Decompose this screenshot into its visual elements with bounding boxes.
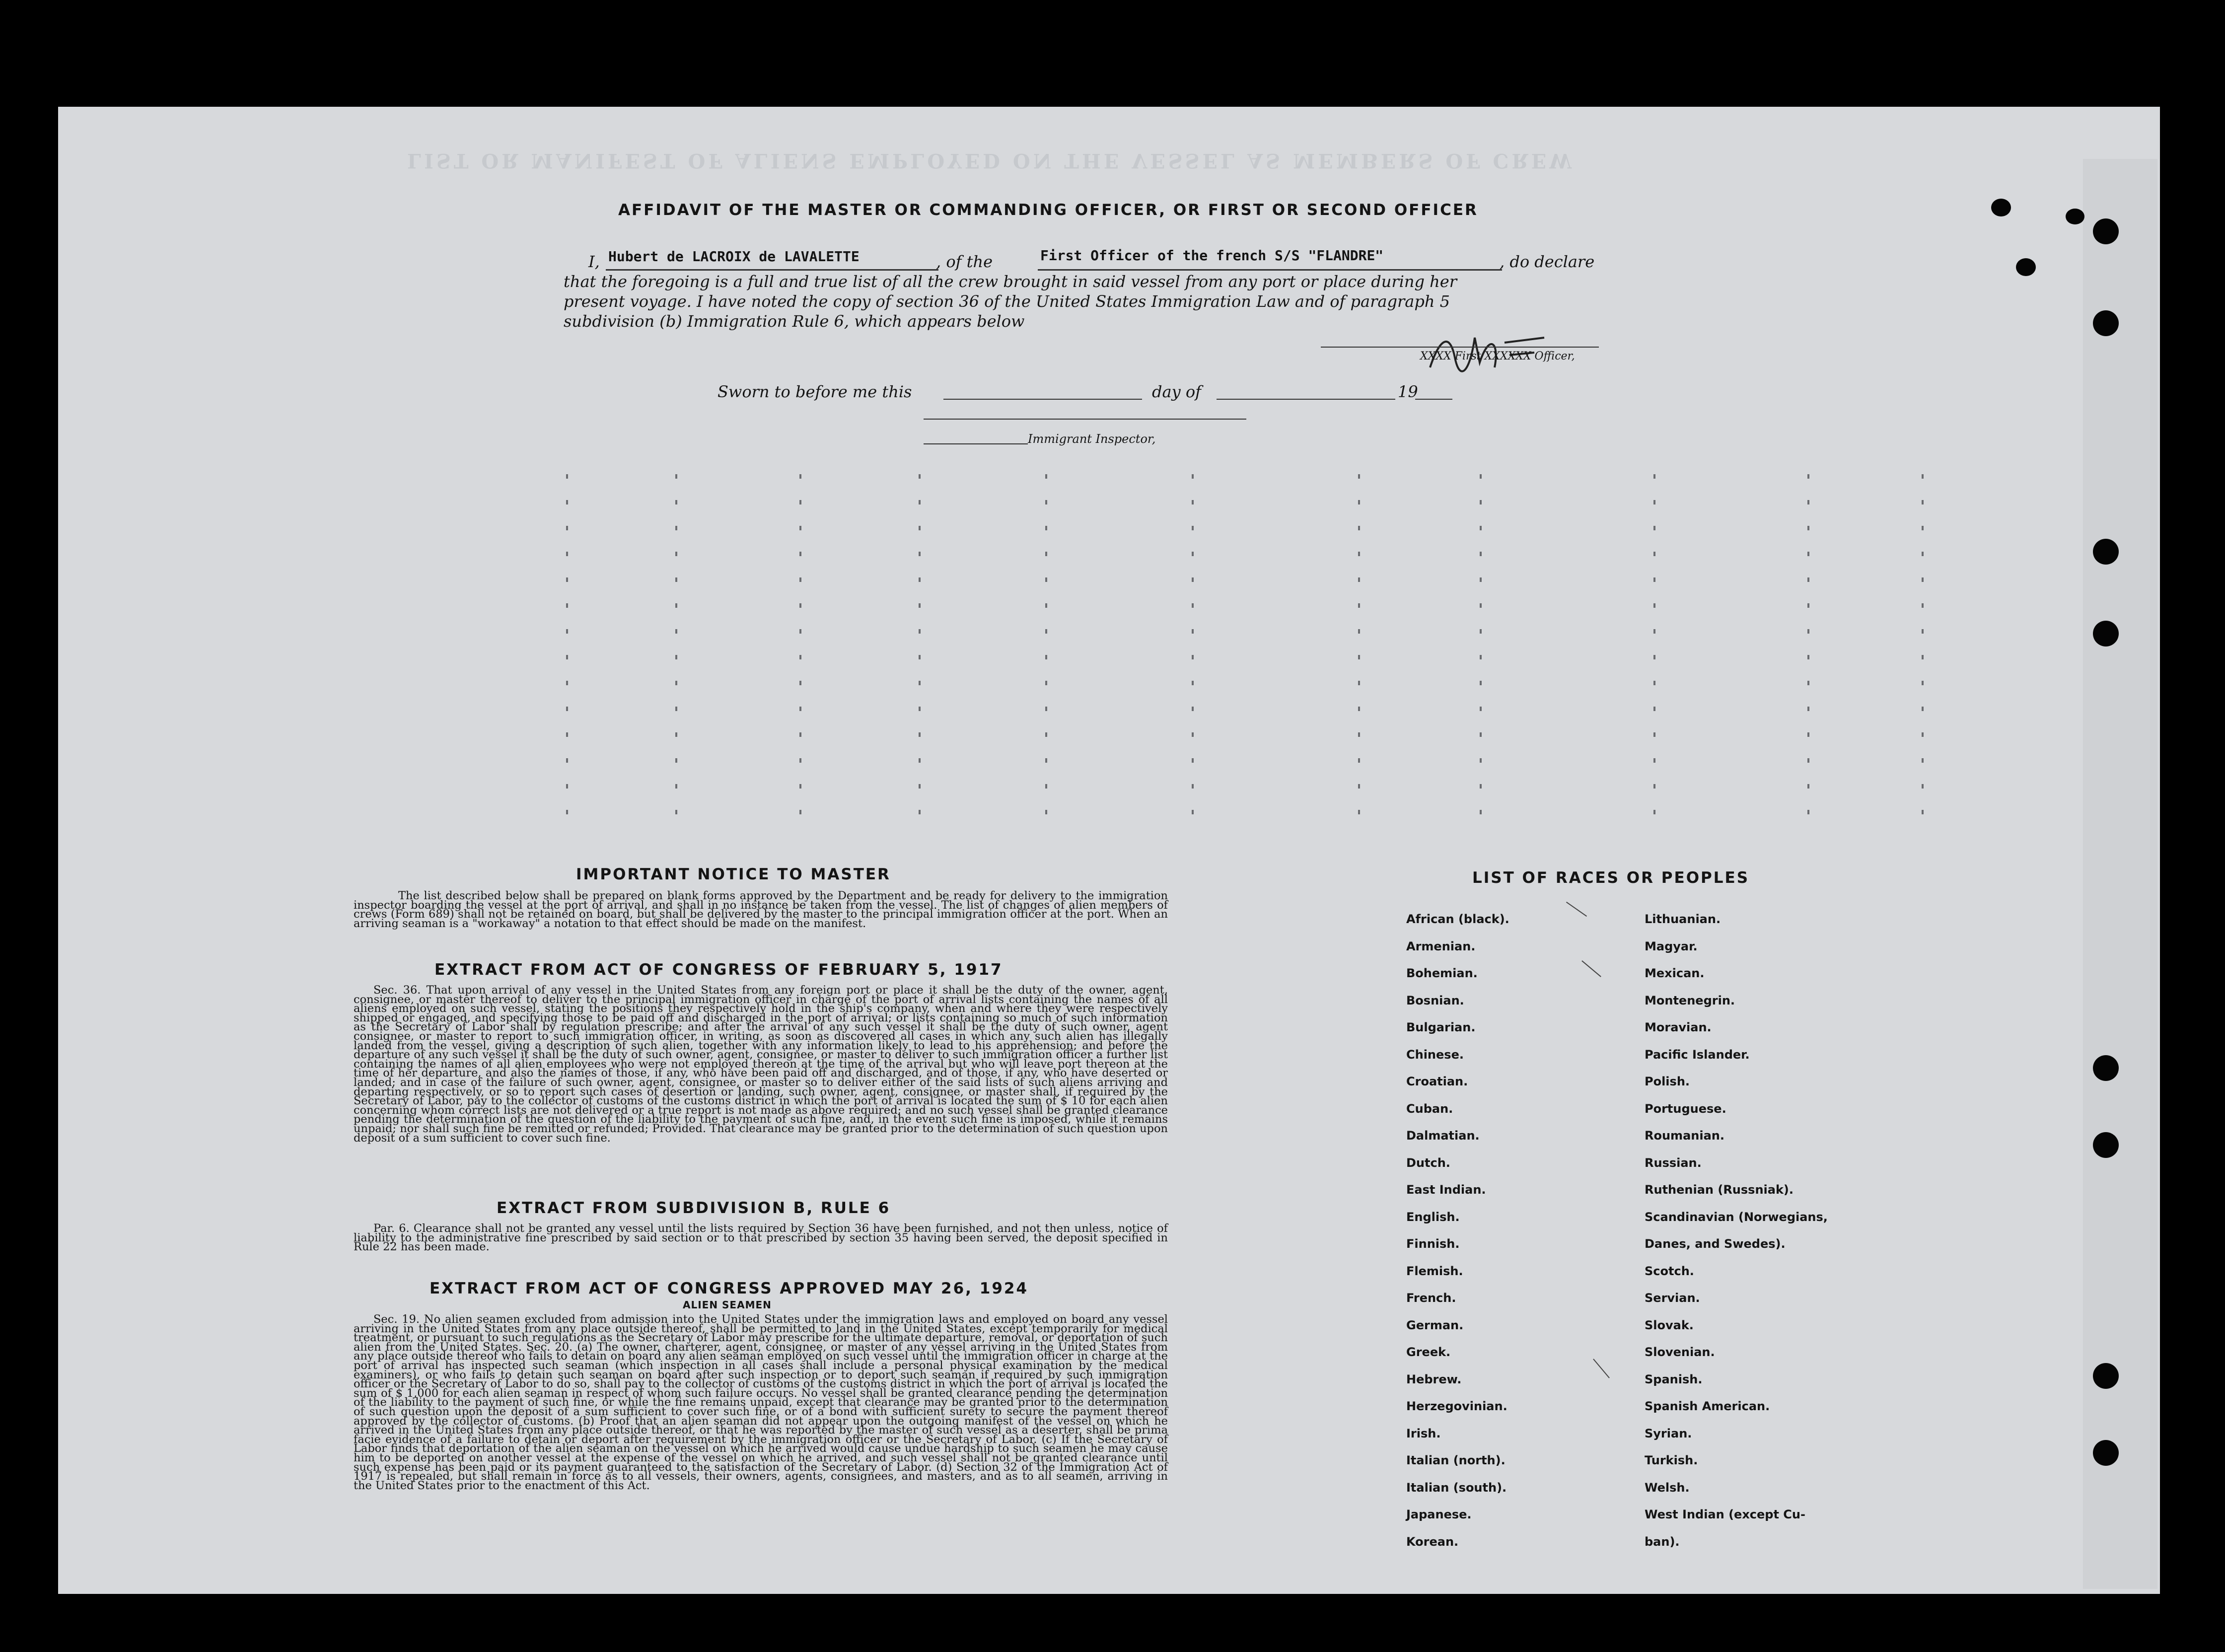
guide-tick [1653, 577, 1655, 582]
inspector-label: Immigrant Inspector, [1028, 432, 1156, 446]
guide-tick [1480, 784, 1482, 789]
guide-tick [1653, 526, 1655, 530]
race-item: German. [1406, 1318, 1464, 1332]
officer-position: First Officer of the french S/S "FLANDRE" [1040, 247, 1384, 264]
guide-tick [1653, 758, 1655, 763]
guide-tick [566, 552, 568, 556]
guide-tick [1192, 500, 1194, 504]
guide-tick [1192, 681, 1194, 685]
race-item: Finnish. [1406, 1237, 1460, 1251]
guide-tick [1807, 732, 1809, 737]
race-item: Bosnian. [1406, 993, 1464, 1007]
guide-tick [1358, 603, 1360, 608]
notice-text: The list described below shall be prepared on blank forms approved by the Department and be ready for delivery to the immigration inspector boarding the vessel at the port of arrival, and shall in no instance be taken from the vessel. The list of changes of alien members of crews (Form 689) shall not be retained on board, but shall be delivered by the master to the principal immigration officer at the port. When an arriving seaman is a "workaway" a notation to that effect should be made on the manifest. [354, 889, 1168, 930]
guide-tick [566, 810, 568, 814]
punch-hole [2093, 310, 2119, 336]
guide-tick [799, 629, 801, 634]
race-item: Italian (south). [1406, 1480, 1507, 1495]
officer-label: XXXX First XXXXXX Officer, [1420, 350, 1575, 362]
guide-tick [1922, 810, 1924, 814]
guide-tick [1807, 577, 1809, 582]
guide-tick [566, 474, 568, 479]
guide-tick [799, 784, 801, 789]
guide-tick [675, 552, 677, 556]
guide-tick [1045, 655, 1047, 659]
affidavit-line-4: subdivision (b) Immigration Rule 6, which appears below [564, 312, 1025, 331]
guide-tick [1358, 629, 1360, 634]
guide-tick [1653, 629, 1655, 634]
race-item: Magyar. [1645, 939, 1698, 953]
punch-hole [2016, 258, 2036, 276]
guide-tick [1480, 707, 1482, 711]
race-item: Spanish American. [1645, 1399, 1770, 1413]
guide-tick [799, 732, 801, 737]
guide-tick [675, 526, 677, 530]
guide-tick [919, 810, 921, 814]
guide-tick [919, 681, 921, 685]
guide-tick [919, 732, 921, 737]
guide-tick [1653, 784, 1655, 789]
guide-tick [675, 655, 677, 659]
extract-1924-title: EXTRACT FROM ACT OF CONGRESS APPROVED MAY 26, 1924 [430, 1280, 1029, 1297]
guide-tick [1807, 552, 1809, 556]
guide-tick [919, 784, 921, 789]
guide-tick [1358, 474, 1360, 479]
guide-tick [1480, 552, 1482, 556]
guide-tick [1192, 526, 1194, 530]
guide-tick [1045, 603, 1047, 608]
guide-tick [799, 603, 801, 608]
guide-tick [675, 681, 677, 685]
race-item: Spanish. [1645, 1372, 1703, 1386]
guide-tick [566, 784, 568, 789]
guide-tick [675, 784, 677, 789]
race-item: Croatian. [1406, 1075, 1468, 1088]
guide-tick [566, 603, 568, 608]
guide-tick [1045, 526, 1047, 530]
guide-tick [799, 577, 801, 582]
race-item: Bohemian. [1406, 966, 1478, 980]
guide-tick [1358, 758, 1360, 763]
races-title: LIST OF RACES OR PEOPLES [1472, 869, 1750, 887]
race-item: Slovak. [1645, 1318, 1694, 1332]
extract-rule6-text: Par. 6. Clearance shall not be granted any vessel until the lists required by Section 36 have been furnished, and not then unless, notice of liability to the administrative fine prescribed by said section or to that prescribed by section 35 having been served, the deposit specified in Rule 22 has been made. [354, 1222, 1168, 1254]
guide-tick [1922, 629, 1924, 634]
guide-tick [1480, 655, 1482, 659]
guide-tick [919, 474, 921, 479]
race-item: African (black). [1406, 912, 1509, 926]
guide-tick [919, 758, 921, 763]
race-item: Flemish. [1406, 1264, 1463, 1278]
guide-tick [799, 526, 801, 530]
race-item: Irish. [1406, 1426, 1441, 1440]
race-item: Ruthenian (Russniak). [1645, 1183, 1794, 1197]
guide-tick [675, 732, 677, 737]
extract-1917-text: Sec. 36. That upon arrival of any vessel in the United States from any foreign port or place it shall be the duty of the owner, agent, consignee, or master thereof to deliver to the principal immigration officer in charge of the port of arrival lists containing the names of all aliens employed on such vessel, stating the positions they respectively hold in the ship's company, when and where they were respectively shipped or engaged, and specifying those to be paid off and discharged in the port of arrival; or lists containing so much of such information as the Secretary of Labor shall by regulation prescribe; and after the arrival of any such vessel it shall be the duty of such owner, agent consignee, or master to report to such immigration officer, in writing, as soon as discovered all cases in which any such alien has illegally landed from the vessel, giving a description of such alien, together with any information likely to lead to his apprehension; and before the departure of any such vessel it shall be the duty of such owner, agent, consignee, or master to deliver to such immigration officer a further list containing the names of all alien employees who were not employed thereon at the time of the arrival but who will leave port thereon at the time of her departure, and also the names of those, if any, who have been paid off and discharged, and of those, if any, who have deserted or landed; and in case of the failure of such owner, agent, consignee, or master so to deliver either of the said lists of such aliens arriving and departing respectively, or so to report such cases of desertion or landing, such owner, agent, consignee, or master shall, if required by the Secretary of Labor, pay to the collector of customs of the customs district in which the port of arrival is located the sum of $ 10 for each alien concerning whom correct lists are not delivered or a true report is not made as above required; and no such vessel shall be granted clearance pending the determination of the question of the liability to the payment of such fine, and, in the event such fine is imposed, while it remains unpaid; nor shall such fine be remitted or refunded; Provided. That clearance may be granted prior to the determination of such question upon deposit of a sum sufficient to cover such fine. [354, 984, 1168, 1145]
guide-tick [919, 552, 921, 556]
guide-tick [1653, 707, 1655, 711]
guide-tick [1358, 552, 1360, 556]
race-item: Portuguese. [1645, 1101, 1726, 1116]
guide-tick [1922, 603, 1924, 608]
race-item: Moravian. [1645, 1020, 1712, 1034]
guide-tick [1807, 603, 1809, 608]
race-item: Montenegrin. [1645, 993, 1735, 1007]
guide-tick [1480, 526, 1482, 530]
race-item: Syrian. [1645, 1426, 1692, 1440]
bleed-through-header: LIST OR MANIFEST OF ALIENS EMPLOYED ON THE VESSEL AS MEMBERS OF CREW [407, 149, 1575, 172]
extract-1917-title: EXTRACT FROM ACT OF CONGRESS OF FEBRUARY 5, 1917 [434, 961, 1003, 979]
guide-tick [1192, 655, 1194, 659]
race-item: Cuban. [1406, 1101, 1453, 1116]
guide-tick [566, 758, 568, 763]
guide-tick [1358, 526, 1360, 530]
guide-tick [566, 500, 568, 504]
guide-tick [1045, 732, 1047, 737]
guide-tick [919, 629, 921, 634]
affidavit-line-2: that the foregoing is a full and true list of all the crew brought in said vessel from any port or place during her [564, 272, 1457, 291]
guide-tick [1807, 474, 1809, 479]
guide-tick [1192, 474, 1194, 479]
year-prefix: 19 [1398, 382, 1418, 401]
guide-tick [1807, 655, 1809, 659]
race-item: Herzegovinian. [1406, 1399, 1507, 1413]
race-item: French. [1406, 1291, 1456, 1305]
guide-tick [1192, 552, 1194, 556]
guide-tick [1807, 629, 1809, 634]
guide-tick [566, 681, 568, 685]
punch-hole [2093, 218, 2119, 244]
punch-hole [2093, 1055, 2119, 1081]
punch-hole [1991, 199, 2011, 216]
guide-tick [1358, 784, 1360, 789]
race-item: ban). [1645, 1534, 1680, 1549]
affidavit-title: AFFIDAVIT OF THE MASTER OR COMMANDING OFFICER, OR FIRST OR SECOND OFFICER [618, 201, 1478, 219]
guide-tick [1045, 629, 1047, 634]
guide-tick [1480, 732, 1482, 737]
guide-tick [675, 629, 677, 634]
guide-tick [1653, 552, 1655, 556]
guide-tick [1045, 784, 1047, 789]
guide-tick [1358, 707, 1360, 711]
race-item: Servian. [1645, 1291, 1700, 1305]
guide-tick [799, 758, 801, 763]
guide-tick [799, 552, 801, 556]
guide-tick [1192, 758, 1194, 763]
guide-tick [1807, 758, 1809, 763]
guide-tick [1480, 681, 1482, 685]
race-item: Italian (north). [1406, 1453, 1506, 1467]
guide-tick [1922, 784, 1924, 789]
guide-tick [1358, 681, 1360, 685]
punch-hole [2066, 209, 2084, 224]
guide-tick [1480, 603, 1482, 608]
guide-tick [1922, 758, 1924, 763]
position-underline [1038, 269, 1502, 271]
guide-tick [1480, 810, 1482, 814]
guide-tick [1922, 707, 1924, 711]
race-item: Dutch. [1406, 1155, 1450, 1170]
race-item: Scotch. [1645, 1264, 1694, 1278]
punch-hole [2093, 1363, 2119, 1389]
guide-tick [1045, 500, 1047, 504]
guide-tick [1653, 732, 1655, 737]
race-item: Armenian. [1406, 939, 1476, 953]
guide-tick [1653, 810, 1655, 814]
guide-tick [566, 629, 568, 634]
guide-tick [566, 707, 568, 711]
race-item: Roumanian. [1645, 1129, 1724, 1143]
notice-title: IMPORTANT NOTICE TO MASTER [576, 865, 891, 883]
guide-tick [919, 603, 921, 608]
guide-tick [1480, 577, 1482, 582]
day-of-text: day of [1152, 382, 1201, 401]
guide-tick [1358, 500, 1360, 504]
guide-tick [675, 577, 677, 582]
race-item: Turkish. [1645, 1453, 1698, 1467]
punch-hole [2093, 1440, 2119, 1466]
guide-tick [1045, 577, 1047, 582]
signature-line [1321, 347, 1599, 348]
sworn-month-line [1217, 399, 1395, 400]
affidavit-do-declare: , do declare [1500, 252, 1595, 271]
guide-tick [1192, 784, 1194, 789]
guide-tick [1922, 526, 1924, 530]
punch-hole [2093, 621, 2119, 646]
race-item: Russian. [1645, 1155, 1702, 1170]
guide-tick [1480, 474, 1482, 479]
guide-tick [675, 810, 677, 814]
guide-tick [1653, 500, 1655, 504]
name-underline [606, 269, 938, 271]
guide-tick [1922, 474, 1924, 479]
guide-tick [1192, 810, 1194, 814]
guide-tick [919, 655, 921, 659]
guide-tick [799, 681, 801, 685]
guide-tick [1045, 707, 1047, 711]
guide-tick [1045, 681, 1047, 685]
guide-tick [1192, 603, 1194, 608]
guide-tick [1807, 681, 1809, 685]
guide-tick [1922, 681, 1924, 685]
guide-tick [919, 707, 921, 711]
guide-tick [1045, 810, 1047, 814]
guide-tick [1358, 577, 1360, 582]
race-item: Lithuanian. [1645, 912, 1721, 926]
punch-hole [2093, 539, 2119, 565]
race-item: Pacific Islander. [1645, 1047, 1750, 1062]
guide-tick [1192, 707, 1194, 711]
race-item: Mexican. [1645, 966, 1705, 980]
master-name: Hubert de LACROIX de LAVALETTE [608, 248, 860, 265]
race-item: East Indian. [1406, 1183, 1486, 1197]
inspector-name-line [924, 443, 1028, 444]
race-item: Korean. [1406, 1534, 1459, 1549]
guide-tick [1922, 500, 1924, 504]
extract-1924-subtitle: ALIEN SEAMEN [683, 1299, 772, 1311]
guide-tick [799, 500, 801, 504]
guide-tick [1653, 474, 1655, 479]
guide-tick [566, 655, 568, 659]
guide-tick [1045, 474, 1047, 479]
race-item: Greek. [1406, 1345, 1451, 1359]
race-item: English. [1406, 1210, 1460, 1224]
guide-tick [1653, 681, 1655, 685]
races-right-column [1645, 911, 1893, 1557]
guide-tick [919, 526, 921, 530]
guide-tick [675, 758, 677, 763]
race-item: Bulgarian. [1406, 1020, 1476, 1034]
guide-tick [919, 577, 921, 582]
guide-tick [1480, 500, 1482, 504]
guide-tick [675, 500, 677, 504]
race-item: Scandinavian (Norwegians, [1645, 1210, 1828, 1224]
race-item: Hebrew. [1406, 1372, 1462, 1386]
race-item: Japanese. [1406, 1508, 1472, 1521]
guide-tick [799, 707, 801, 711]
extract-rule6-title: EXTRACT FROM SUBDIVISION B, RULE 6 [497, 1199, 891, 1217]
guide-tick [1045, 758, 1047, 763]
guide-tick [1922, 577, 1924, 582]
guide-tick [1922, 552, 1924, 556]
sworn-day-line [943, 399, 1142, 400]
guide-tick [1922, 655, 1924, 659]
guide-tick [1358, 655, 1360, 659]
affidavit-i: I, [588, 252, 600, 271]
race-item: Chinese. [1406, 1047, 1464, 1062]
guide-tick [1807, 707, 1809, 711]
guide-tick [675, 603, 677, 608]
guide-tick [566, 732, 568, 737]
guide-tick [799, 655, 801, 659]
guide-tick [1192, 732, 1194, 737]
guide-tick [566, 577, 568, 582]
guide-tick [1358, 732, 1360, 737]
guide-tick [1922, 732, 1924, 737]
year-line [1415, 399, 1452, 400]
guide-tick [1358, 810, 1360, 814]
races-left-column [1406, 911, 1615, 1557]
guide-tick [1480, 629, 1482, 634]
guide-tick [1192, 629, 1194, 634]
punch-hole [2093, 1132, 2119, 1158]
guide-tick [1192, 577, 1194, 582]
guide-tick [566, 526, 568, 530]
guide-tick [799, 810, 801, 814]
race-item: Slovenian. [1645, 1345, 1715, 1359]
sworn-text: Sworn to before me this [718, 382, 912, 401]
guide-tick [1653, 603, 1655, 608]
guide-tick [1045, 552, 1047, 556]
guide-tick [675, 707, 677, 711]
affidavit-of-the: , of the [936, 252, 993, 271]
affidavit-line-3: present voyage. I have noted the copy of section 36 of the United States Immigration Law and of paragraph 5 [564, 292, 1450, 311]
guide-tick [919, 500, 921, 504]
guide-tick [1480, 758, 1482, 763]
race-item: Welsh. [1645, 1480, 1690, 1495]
guide-tick [1807, 500, 1809, 504]
race-item: West Indian (except Cu- [1645, 1508, 1805, 1521]
inspector-signature-line [924, 419, 1246, 420]
race-item: Polish. [1645, 1075, 1690, 1088]
extract-1924-text: Sec. 19. No alien seamen excluded from admission into the United States under the immigration laws and employed on board any vessel arriving in the United States from any place outside thereof, shall be permitted to land in the United States, except temporarily for medical treatment, or pursuant to such regulations as the Secretary of Labor may prescribe for the ultimate departure, removal, or deportation of such alien from the United States. Sec. 20. (a) The owner, charterer, agent, consignee, or master of any vessel arriving in the United States from any place outside thereof who fails to detain on board any alien seaman employed on such vessel until the immigration officer in charge at the port of arrival has inspected such seaman (which inspection in all cases shall include a personal physical examination by the medical examiners), or who fails to detain such seaman on board after such inspection or to deport such seaman if required by such immigration officer or the Secretary of Labor to do so, shall pay to the collector of customs of the customs district in which the port of arrival is located the sum of $ 1,000 for each alien seaman in respect of whom such failure occurs. No vessel shall be granted clearance pending the determination of the liability to the payment of such fine, or while the fine remains unpaid, except that clearance may be granted prior to the determination of such question upon the deposit of a sum sufficient to cover such fine, or of a bond with sufficient surety to secure the payment thereof approved by the collector of customs. (b) Proof that an alien seaman did not appear upon the outgoing manifest of the vessel on which he arrived in the United States from any place outside thereof, or that he was reported by the master of such vessel as a deserter, shall be prima facie evidence of a failure to detain or deport after requirement by the immigration officer or the Secretary of Labor. (c) If the Secretary of Labor finds that deportation of the alien seaman on the vessel on which he arrived would cause undue hardship to such seamen he may cause him to be deported on another vessel at the expense of the vessel on which he arrived, and such vessel shall not be granted clearance until such expense has been paid or its payment guaranteed to the satisfaction of the Secretary of Labor. (d) Section 32 of the Immigration Act of 1917 is repealed, but shall remain in force as to all vessels, their owners, agents, consignees, and masters, and as to all seamen, arriving in the United States prior to the enactment of this Act. [354, 1313, 1168, 1492]
guide-tick [1807, 526, 1809, 530]
guide-tick [799, 474, 801, 479]
guide-tick [1807, 784, 1809, 789]
race-item: Dalmatian. [1406, 1129, 1480, 1143]
guide-tick [1807, 810, 1809, 814]
race-item: Danes, and Swedes). [1645, 1237, 1786, 1251]
guide-tick [1653, 655, 1655, 659]
guide-tick [675, 474, 677, 479]
